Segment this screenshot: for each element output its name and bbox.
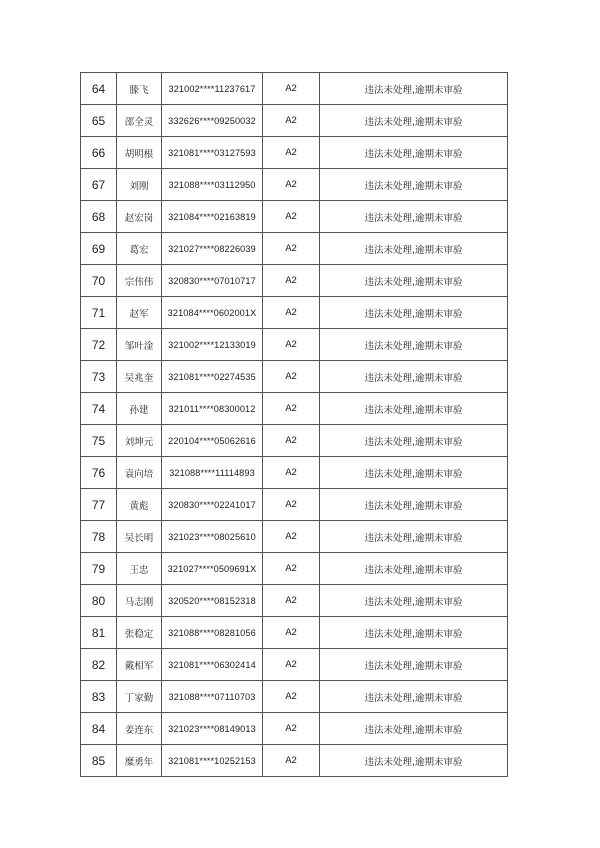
table-row (81, 73, 508, 105)
driver-name: 姜连东 (117, 713, 162, 745)
table-row (81, 521, 508, 553)
row-number: 85 (81, 745, 117, 777)
driver-name: 吴长明 (117, 521, 162, 553)
driver-name: 王忠 (117, 553, 162, 585)
records-table (80, 72, 508, 777)
row-number: 79 (81, 553, 117, 585)
row-number: 69 (81, 233, 117, 265)
table-row (81, 265, 508, 297)
violation-status: 违法未处理,逾期未审验 (320, 105, 508, 137)
license-class: A2 (263, 201, 320, 233)
violation-status: 违法未处理,逾期未审验 (320, 457, 508, 489)
table-row (81, 617, 508, 649)
violation-status: 违法未处理,逾期未审验 (320, 681, 508, 713)
table-row (81, 681, 508, 713)
license-class: A2 (263, 233, 320, 265)
driver-name: 袁向培 (117, 457, 162, 489)
id-number: 321027****08226039 (162, 233, 263, 265)
id-number: 321081****02274535 (162, 361, 263, 393)
id-number: 321084****0602001X (162, 297, 263, 329)
violation-status: 违法未处理,逾期未审验 (320, 745, 508, 777)
license-class: A2 (263, 105, 320, 137)
row-number: 82 (81, 649, 117, 681)
license-class: A2 (263, 169, 320, 201)
table-row (81, 585, 508, 617)
records-body (81, 73, 508, 777)
driver-name: 吴兆奎 (117, 361, 162, 393)
id-number: 321081****06302414 (162, 649, 263, 681)
table-row (81, 713, 508, 745)
violation-status: 违法未处理,逾期未审验 (320, 233, 508, 265)
violation-status: 违法未处理,逾期未审验 (320, 297, 508, 329)
license-class: A2 (263, 457, 320, 489)
row-number: 76 (81, 457, 117, 489)
id-number: 320830****02241017 (162, 489, 263, 521)
id-number: 320830****07010717 (162, 265, 263, 297)
license-class: A2 (263, 713, 320, 745)
row-number: 70 (81, 265, 117, 297)
license-class: A2 (263, 617, 320, 649)
license-class: A2 (263, 425, 320, 457)
row-number: 80 (81, 585, 117, 617)
driver-name: 马志刚 (117, 585, 162, 617)
row-number: 65 (81, 105, 117, 137)
driver-name: 戴相军 (117, 649, 162, 681)
driver-name: 宗伟伟 (117, 265, 162, 297)
license-class: A2 (263, 681, 320, 713)
license-class: A2 (263, 265, 320, 297)
license-class: A2 (263, 137, 320, 169)
violation-status: 违法未处理,逾期未审验 (320, 329, 508, 361)
table-row (81, 745, 508, 777)
driver-name: 滕飞 (117, 73, 162, 105)
license-class: A2 (263, 553, 320, 585)
driver-name: 赵军 (117, 297, 162, 329)
table-row (81, 105, 508, 137)
driver-name: 丁家勤 (117, 681, 162, 713)
id-number: 321084****02163819 (162, 201, 263, 233)
id-number: 321023****08149013 (162, 713, 263, 745)
violation-status: 违法未处理,逾期未审验 (320, 393, 508, 425)
violation-status: 违法未处理,逾期未审验 (320, 521, 508, 553)
row-number: 66 (81, 137, 117, 169)
id-number: 321088****03112950 (162, 169, 263, 201)
violation-status: 违法未处理,逾期未审验 (320, 265, 508, 297)
row-number: 84 (81, 713, 117, 745)
table-row (81, 361, 508, 393)
id-number: 321023****08025610 (162, 521, 263, 553)
driver-name: 糜勇年 (117, 745, 162, 777)
violation-status: 违法未处理,逾期未审验 (320, 137, 508, 169)
license-class: A2 (263, 329, 320, 361)
row-number: 72 (81, 329, 117, 361)
table-row (81, 393, 508, 425)
violation-status: 违法未处理,逾期未审验 (320, 585, 508, 617)
id-number: 321002****12133019 (162, 329, 263, 361)
id-number: 321088****08281056 (162, 617, 263, 649)
violation-status: 违法未处理,逾期未审验 (320, 73, 508, 105)
violation-status: 违法未处理,逾期未审验 (320, 713, 508, 745)
row-number: 64 (81, 73, 117, 105)
row-number: 77 (81, 489, 117, 521)
table-row (81, 297, 508, 329)
row-number: 71 (81, 297, 117, 329)
driver-name: 孙建 (117, 393, 162, 425)
violation-status: 违法未处理,逾期未审验 (320, 425, 508, 457)
id-number: 321088****11114893 (162, 457, 263, 489)
id-number: 321002****11237617 (162, 73, 263, 105)
license-class: A2 (263, 649, 320, 681)
id-number: 332626****09250032 (162, 105, 263, 137)
table-row (81, 649, 508, 681)
license-class: A2 (263, 745, 320, 777)
row-number: 67 (81, 169, 117, 201)
row-number: 75 (81, 425, 117, 457)
id-number: 321088****07110703 (162, 681, 263, 713)
row-number: 68 (81, 201, 117, 233)
table-row (81, 329, 508, 361)
table-row (81, 201, 508, 233)
id-number: 321011****08300012 (162, 393, 263, 425)
row-number: 83 (81, 681, 117, 713)
driver-name: 刘坤元 (117, 425, 162, 457)
table-row (81, 169, 508, 201)
license-class: A2 (263, 521, 320, 553)
table-row (81, 489, 508, 521)
table-row (81, 457, 508, 489)
violation-status: 违法未处理,逾期未审验 (320, 649, 508, 681)
table-row (81, 425, 508, 457)
row-number: 74 (81, 393, 117, 425)
table-row (81, 233, 508, 265)
table-row (81, 553, 508, 585)
id-number: 321081****10252153 (162, 745, 263, 777)
violation-status: 违法未处理,逾期未审验 (320, 489, 508, 521)
row-number: 78 (81, 521, 117, 553)
license-class: A2 (263, 489, 320, 521)
driver-name: 邹叶淦 (117, 329, 162, 361)
driver-name: 胡明根 (117, 137, 162, 169)
id-number: 321027****0509691X (162, 553, 263, 585)
row-number: 73 (81, 361, 117, 393)
driver-name: 邵全灵 (117, 105, 162, 137)
driver-name: 张稳定 (117, 617, 162, 649)
row-number: 81 (81, 617, 117, 649)
violation-status: 违法未处理,逾期未审验 (320, 201, 508, 233)
violation-status: 违法未处理,逾期未审验 (320, 553, 508, 585)
violation-status: 违法未处理,逾期未审验 (320, 361, 508, 393)
id-number: 320520****08152318 (162, 585, 263, 617)
driver-name: 葛宏 (117, 233, 162, 265)
driver-name: 刘刚 (117, 169, 162, 201)
license-class: A2 (263, 297, 320, 329)
table-row (81, 137, 508, 169)
driver-name: 赵宏岗 (117, 201, 162, 233)
driver-name: 黄彪 (117, 489, 162, 521)
license-class: A2 (263, 73, 320, 105)
license-class: A2 (263, 361, 320, 393)
violation-status: 违法未处理,逾期未审验 (320, 617, 508, 649)
violation-status: 违法未处理,逾期未审验 (320, 169, 508, 201)
license-class: A2 (263, 585, 320, 617)
id-number: 321081****03127593 (162, 137, 263, 169)
id-number: 220104****05062616 (162, 425, 263, 457)
license-class: A2 (263, 393, 320, 425)
